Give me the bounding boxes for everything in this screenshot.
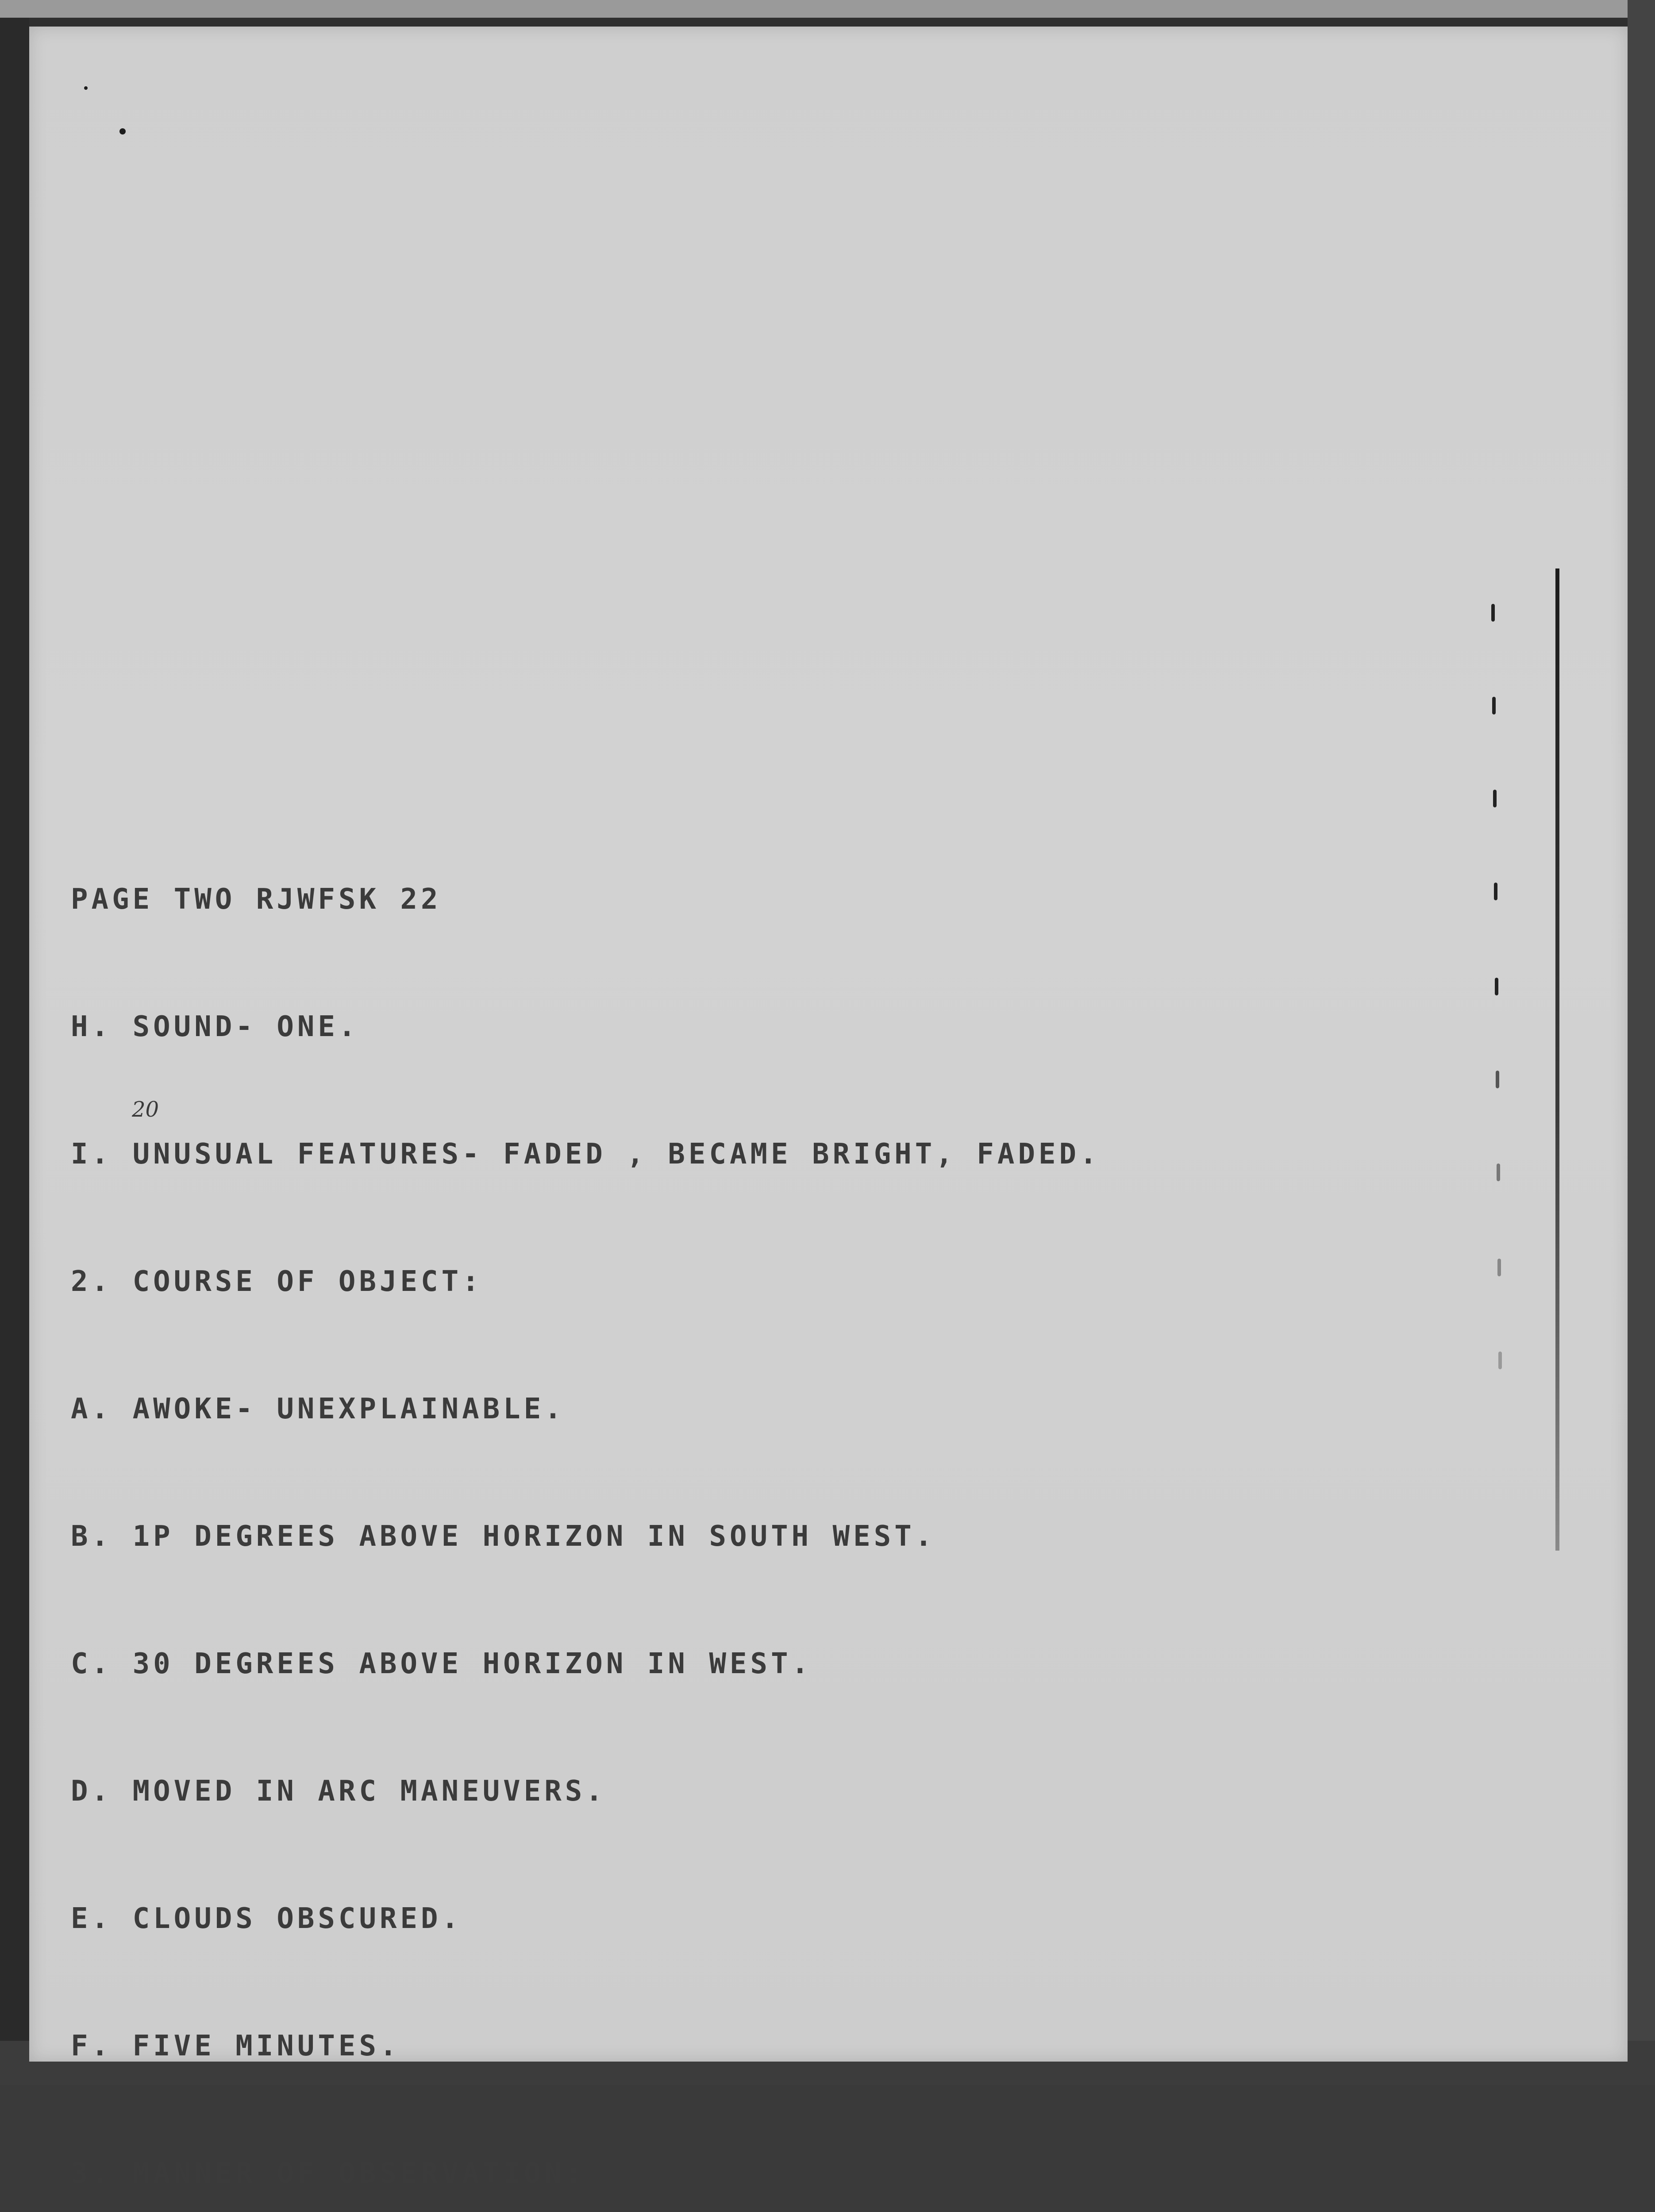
- margin-tick: [1494, 883, 1497, 900]
- message-line: D. MOVED IN ARC MANEUVERS.: [71, 1775, 606, 1808]
- margin-tick: [1491, 604, 1495, 622]
- message-line: H. SOUND- ONE.: [71, 1010, 359, 1043]
- message-line: A. AWOKE- UNEXPLAINABLE.: [71, 1393, 565, 1425]
- ink-speck: [119, 128, 126, 134]
- teletype-message: [71, 803, 1101, 2212]
- margin-tick: [1497, 1164, 1500, 1181]
- message-line: 3. MANNER OF OBSERVATION:: [71, 2157, 586, 2190]
- message-line: F. FIVE MINUTES.: [71, 2030, 400, 2062]
- scan-top-border: [0, 0, 1655, 18]
- margin-tick: [1498, 1352, 1502, 1369]
- margin-tick: [1496, 1071, 1499, 1088]
- margin-rule-line: [1555, 568, 1559, 1551]
- message-line: E. CLOUDS OBSCURED.: [71, 1902, 462, 1935]
- margin-tick: [1497, 1259, 1501, 1276]
- scan-left-border: [0, 0, 29, 2085]
- scan-right-border: [1628, 0, 1655, 2085]
- page-header: PAGE TWO RJWFSK 22: [71, 883, 442, 916]
- margin-tick: [1495, 978, 1498, 995]
- margin-tick: [1493, 790, 1497, 807]
- message-line: B. 1P DEGREES ABOVE HORIZON IN SOUTH WEST.: [71, 1520, 936, 1553]
- message-line: I. UNUSUAL FEATURES- FADED , BECAME BRIGHT, FADED.: [71, 1138, 1101, 1171]
- ink-speck: [84, 86, 88, 90]
- message-line: 2. COURSE OF OBJECT:: [71, 1265, 483, 1298]
- margin-tick: [1492, 697, 1496, 714]
- handwritten-correction: 20: [132, 1097, 159, 1122]
- message-line: C. 30 DEGREES ABOVE HORIZON IN WEST.: [71, 1647, 812, 1680]
